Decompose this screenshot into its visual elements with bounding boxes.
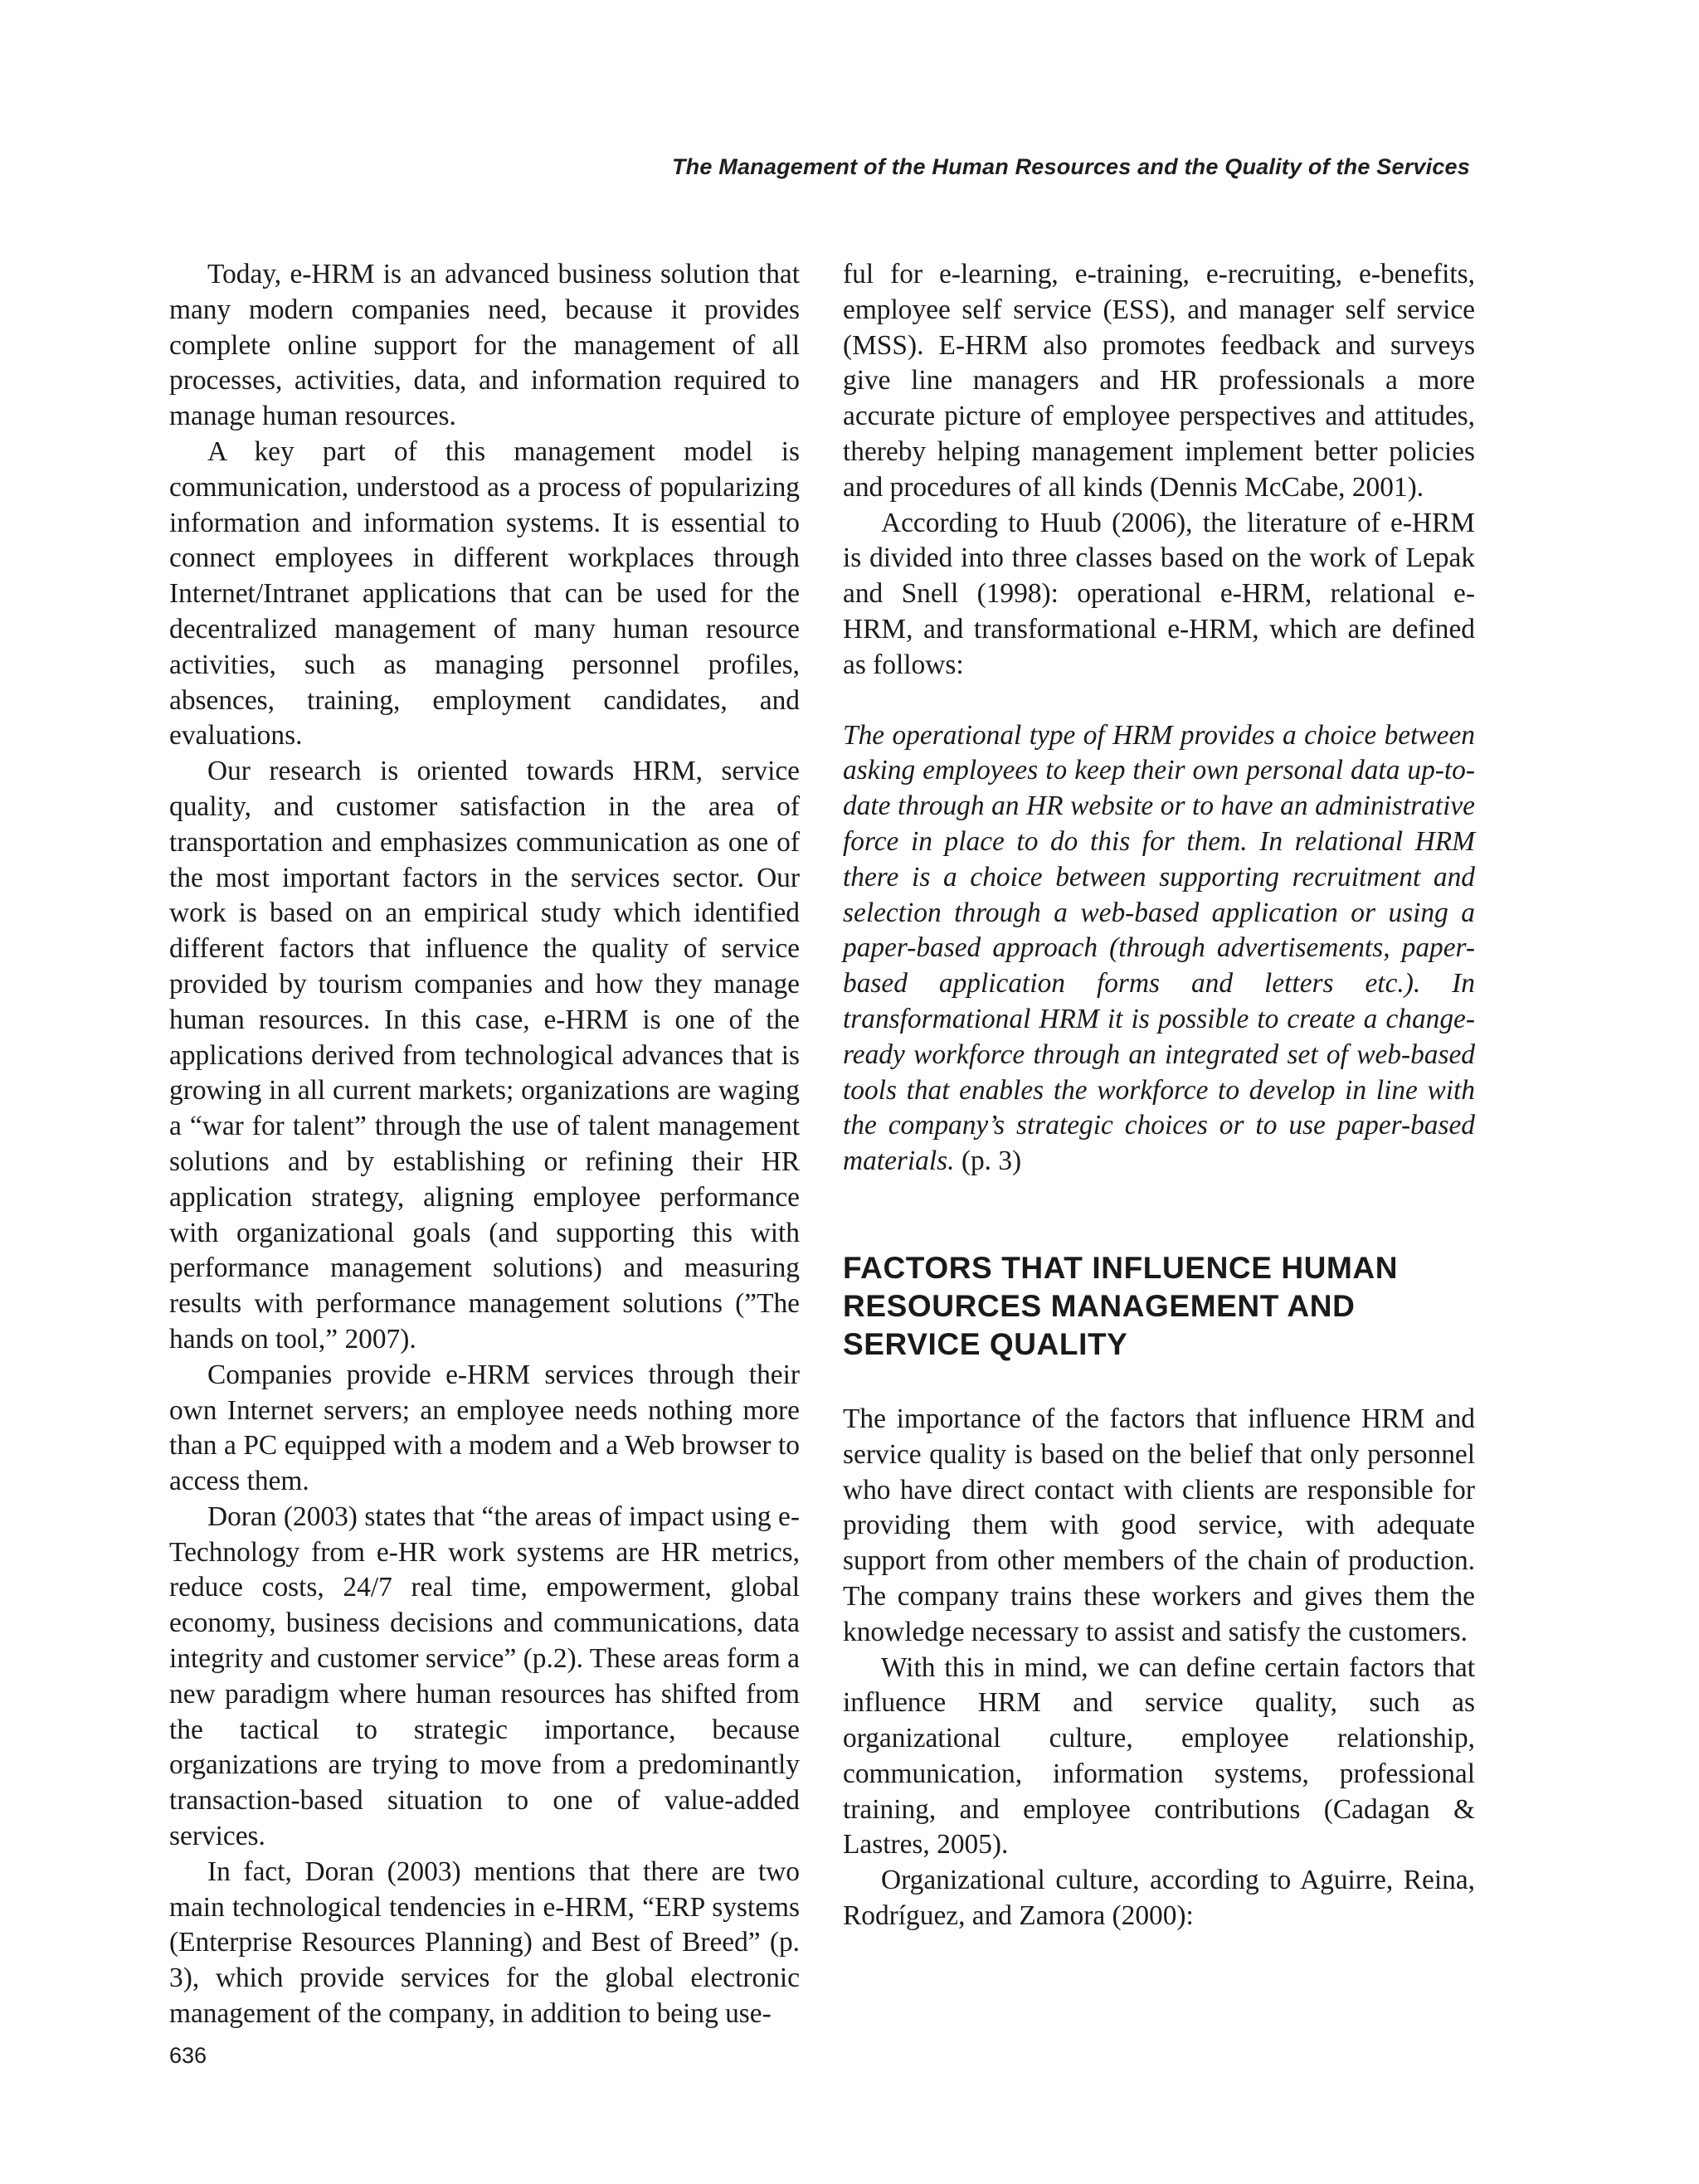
body-paragraph: A key part of this management model is communication, understood as a process of popularizing information and information systems. It is essential to connect employees in different workplaces through Internet/Intranet applications that can be used for the decentralized management of many human resource activities, such as managing personnel profiles, absences, training, employment candidates, and evaluations. bbox=[169, 435, 800, 752]
quote-citation: (p. 3) bbox=[954, 1146, 1022, 1177]
quote-text: The operational type of HRM provides a choice between asking employees to keep their own personal data up-to-date through an HR website or to have an administrative force in place to do this for them. In relational HRM there is a choice between supporting recruitment and selection through a web-based application or using a paper-based approach (through advertisements, paper-based application forms and letters etc.). In transformational HRM it is possible to create a change-ready workforce through an integrated set of web-based tools that enables the workforce to develop in line with the company’s strategic choices or to use paper-based materials. bbox=[843, 719, 1475, 1177]
body-paragraph: Our research is oriented towards HRM, service quality, and customer satisfaction in the area of transportation and emphasizes communication as one of the most important factors in the services sector. Our work is based on an empirical study which identified different factors that influence the quality of service provided by tourism companies and how they manage human resources. In this case, e-HRM is one of the applications derived from technological advances that is growing in all current markets; organizations are waging a “war for talent” through the use of talent management solutions and by establishing or refining their HR application strategy, aligning employee performance with organizational goals (and supporting this with performance management solutions) and measuring results with performance management solutions (”The hands on tool,” 2007). bbox=[169, 756, 800, 1355]
body-paragraph: In fact, Doran (2003) mentions that there are two main technological tendencies in e-HRM, “ERP systems (Enterprise Resources Planning) and Best of Breed” (p. 3), which provide services for the global electronic management of the company, in addition to being use- bbox=[169, 1856, 800, 2030]
running-header: The Management of the Human Resources and the Quality of the Services bbox=[671, 154, 1470, 179]
left-column bbox=[169, 257, 800, 2032]
body-paragraph: With this in mind, we can define certain factors that influence HRM and service quality, such as organizational culture, employee relationship, communication, information systems, professional training, and employee contributions (Cadagan & Lastres, 2005). bbox=[843, 1651, 1475, 1861]
body-paragraph: The importance of the factors that influence HRM and service quality is based on the belief that only personnel who have direct contact with clients are responsible for providing them with good service, with adequate support from other members of the chain of production. The company trains these workers and gives them the knowledge necessary to assist and satisfy the customers. bbox=[843, 1403, 1475, 1647]
continued-paragraph: ful for e-learning, e-training, e-recruiting, e-benefits, employee self service (ESS), and manager self service (MSS). E-HRM also promotes feedback and surveys give line managers and HR professionals a more accurate picture of employee perspectives and attitudes, thereby helping management implement better policies and procedures of all kinds (Dennis McCabe, 2001). bbox=[843, 259, 1475, 503]
body-paragraph: According to Huub (2006), the literature of e-HRM is divided into three classes based on the work of Lepak and Snell (1998): operational e-HRM, relational e-HRM, and transformational e-HRM, which are defined as follows: bbox=[843, 507, 1475, 680]
body-paragraph: Today, e-HRM is an advanced business solution that many modern companies need, because it provides complete online support for the management of all processes, activities, data, and information required to manage human resources. bbox=[169, 259, 800, 432]
body-paragraph: Companies provide e-HRM services through their own Internet servers; an employee needs nothing more than a PC equipped with a modem and a Web browser to access them. bbox=[169, 1359, 800, 1497]
page-number: 636 bbox=[169, 2043, 207, 2068]
right-column bbox=[843, 257, 1475, 1934]
body-paragraph: Doran (2003) states that “the areas of impact using e-Technology from e-HR work systems are HR metrics, reduce costs, 24/7 real time, empowerment, global economy, business decisions and communications, data integrity and customer service” (p.2). These areas form a new paradigm where human resources has shifted from the tactical to strategic importance, because organizations are trying to move from a predominantly transaction-based situation to one of value-added services. bbox=[169, 1501, 800, 1852]
block-quote bbox=[843, 718, 1475, 1180]
section-heading: FACTORS THAT INFLUENCE HUMAN RESOURCES MANAGEMENT AND SERVICE QUALITY bbox=[843, 1250, 1399, 1361]
body-paragraph: Organizational culture, according to Aguirre, Reina, Rodríguez, and Zamora (2000): bbox=[843, 1865, 1475, 1932]
